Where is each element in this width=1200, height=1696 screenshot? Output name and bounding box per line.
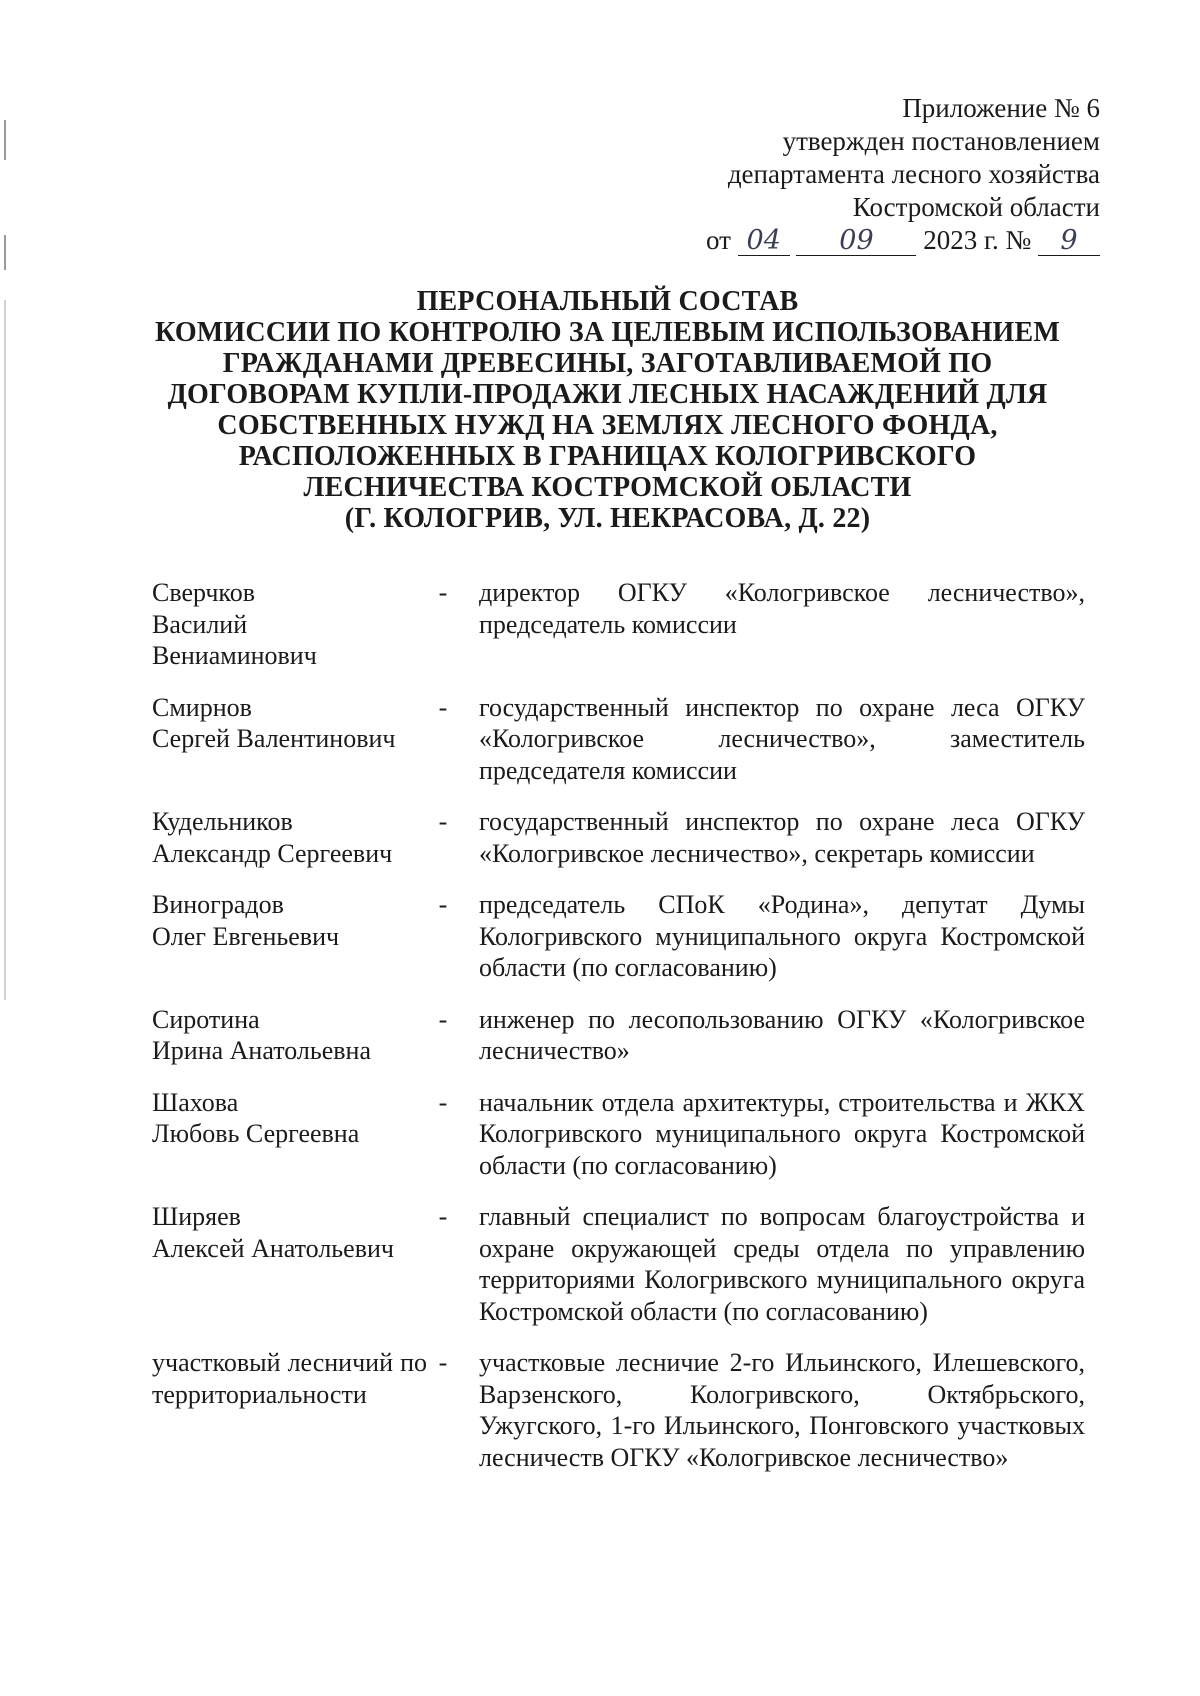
member-name: участковый лесничий по территориальности: [152, 1348, 427, 1409]
member-row: [152, 1087, 1100, 1182]
document-title: [120, 286, 1095, 534]
separator-dash: -: [438, 578, 448, 607]
scan-edge-mark: [4, 120, 6, 160]
member-role: инженер по лесопользованию ОГКУ «Кологривское лесничество»: [479, 1004, 1085, 1065]
member-name: Шахова Любовь Сергеевна: [152, 1087, 360, 1148]
separator-dash: -: [438, 890, 448, 919]
separator-dash: -: [438, 1004, 448, 1034]
appendix-number: Приложение № 6: [902, 93, 1100, 123]
separator-dash: -: [438, 1087, 448, 1117]
member-role: государственный инспектор по охране леса ОГКУ «Кологривское лесничество», заместитель председателя комиссии: [479, 692, 1085, 785]
separator-dash: -: [438, 807, 448, 836]
year-number-label: 2023 г. №: [923, 225, 1032, 255]
member-row: [152, 692, 1100, 787]
member-row: [152, 889, 1100, 984]
member-role: главный специалист по вопросам благоустройства и охране окружающей среды отдела по управлению территориями Кологривского муниципального округа Костромской области (по согласованию): [479, 1202, 1085, 1326]
title-line: СОБСТВЕННЫХ НУЖД НА ЗЕМЛЯХ ЛЕСНОГО ФОНДА,: [217, 410, 998, 441]
member-role: участковые лесничие 2-го Ильинского, Илешевского, Варзенского, Кологривского, Октябрьского, Ужугского, 1-го Ильинского, Понговского участковых лесничеств ОГКУ «Кологривское лесничество»: [479, 1348, 1085, 1472]
department-line: департамента лесного хозяйства: [727, 159, 1100, 189]
scan-edge-mark: [4, 235, 6, 270]
member-row: [152, 1004, 1100, 1067]
member-name: Смирнов Сергей Валентинович: [152, 692, 396, 753]
separator-dash: -: [438, 1348, 448, 1377]
member-row: [152, 1201, 1100, 1327]
member-row: [152, 806, 1100, 869]
handwritten-month: 09: [796, 227, 916, 256]
members-list: [152, 577, 1100, 1473]
scan-edge-mark: [4, 300, 6, 1000]
member-name: Кудельников Александр Сергеевич: [152, 807, 393, 868]
title-line: ГРАЖДАНАМИ ДРЕВЕСИНЫ, ЗАГОТАВЛИВАЕМОЙ ПО: [222, 348, 993, 379]
member-role: директор ОГКУ «Кологривское лесничество», председатель комиссии: [479, 578, 1085, 639]
member-name: Виноградов Олег Евгеньевич: [152, 890, 340, 951]
approval-block: [706, 92, 1100, 257]
separator-dash: -: [438, 1202, 448, 1231]
member-name: Сиротина Ирина Анатольевна: [152, 1004, 371, 1065]
title-line: ДОГОВОРАМ КУПЛИ-ПРОДАЖИ ЛЕСНЫХ НАСАЖДЕНИЙ ДЛЯ: [167, 379, 1048, 410]
member-row: [152, 577, 1100, 672]
member-name: Сверчков Василий Вениаминович: [152, 578, 317, 670]
title-line: КОМИССИИ ПО КОНТРОЛЮ ЗА ЦЕЛЕВЫМ ИСПОЛЬЗОВАНИЕМ: [155, 317, 1060, 348]
date-number-line: [706, 224, 1100, 257]
from-label: от: [706, 225, 731, 255]
member-row: [152, 1347, 1100, 1473]
title-line: (Г. КОЛОГРИВ, УЛ. НЕКРАСОВА, Д. 22): [344, 503, 871, 534]
member-role: начальник отдела архитектуры, строительства и ЖКХ Кологривского муниципального округа Костромской области (по согласованию): [479, 1087, 1085, 1180]
separator-dash: -: [438, 692, 448, 722]
handwritten-day: 04: [738, 227, 790, 256]
handwritten-number: 9: [1038, 227, 1100, 256]
region-line: Костромской области: [852, 192, 1100, 222]
title-line: РАСПОЛОЖЕННЫХ В ГРАНИЦАХ КОЛОГРИВСКОГО: [238, 441, 977, 472]
approved-by-line: утвержден постановлением: [782, 126, 1100, 156]
member-name: Ширяев Алексей Анатольевич: [152, 1202, 394, 1263]
member-role: государственный инспектор по охране леса ОГКУ «Кологривское лесничество», секретарь комиссии: [479, 807, 1085, 868]
member-role: председатель СПоК «Родина», депутат Думы Кологривского муниципального округа Костромской области (по согласованию): [479, 890, 1085, 982]
title-line: ПЕРСОНАЛЬНЫЙ СОСТАВ: [416, 286, 799, 317]
title-line: ЛЕСНИЧЕСТВА КОСТРОМСКОЙ ОБЛАСТИ: [303, 472, 912, 503]
